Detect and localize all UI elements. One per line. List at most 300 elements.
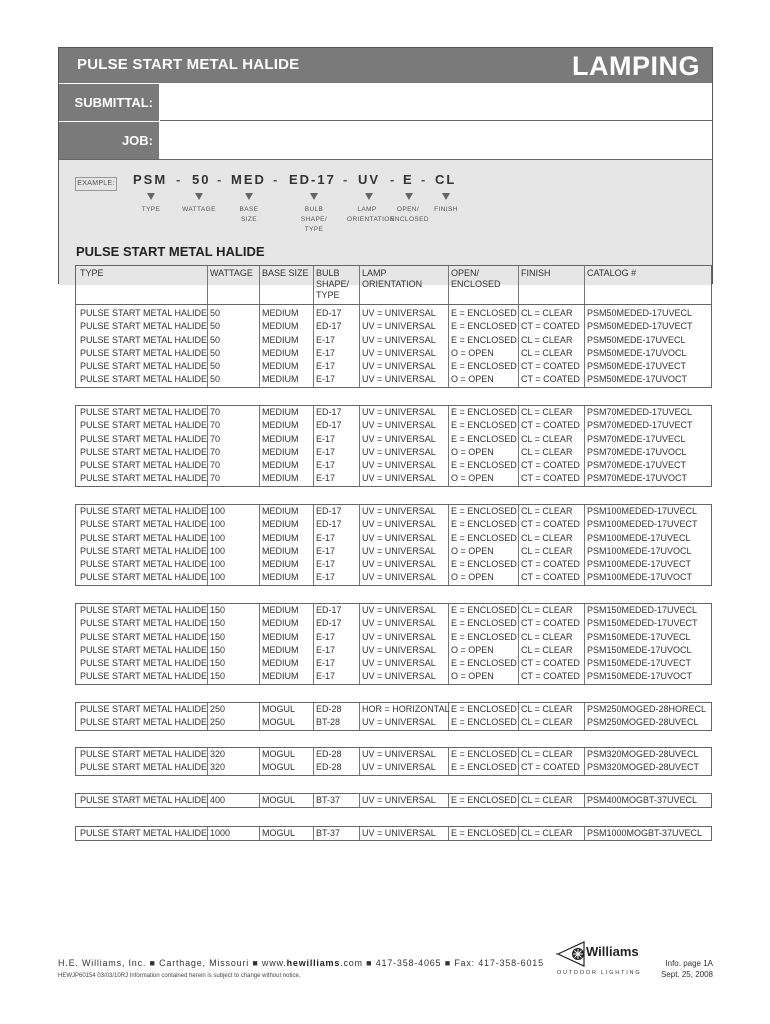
table-cell: O = OPEN xyxy=(451,644,494,655)
example-dash: - xyxy=(176,172,183,187)
lamp-table xyxy=(75,603,712,685)
table-cell: MEDIUM xyxy=(262,407,299,417)
table-cell: 70 xyxy=(210,407,221,417)
table-cell: PSM100MEDE-17UVECT xyxy=(587,559,692,570)
table-cell: E-17 xyxy=(316,334,336,345)
table-cell: MEDIUM xyxy=(262,618,299,629)
separator: ■ xyxy=(149,958,156,968)
arrow-down-icon xyxy=(195,193,203,200)
caption-wattage: WATTAGE xyxy=(182,206,216,213)
table-row xyxy=(76,320,711,333)
table-cell: MEDIUM xyxy=(262,605,299,615)
table-cell: PSM50MEDE-17UVECT xyxy=(587,361,687,372)
table-cell: UV = UNIVERSAL xyxy=(362,321,436,332)
table-cell: ED-28 xyxy=(316,704,342,714)
table-cell: 50 xyxy=(210,347,221,358)
table-cell: PSM150MEDED-17UVECL xyxy=(587,605,698,615)
lamp-table xyxy=(75,826,712,841)
submittal-field[interactable] xyxy=(160,84,712,121)
example-part-enclosed: E xyxy=(403,172,414,187)
fax: Fax: 417-358-6015 xyxy=(454,958,544,968)
table-cell: E = ENCLOSED xyxy=(451,407,517,417)
table-cell: CL = CLEAR xyxy=(521,506,573,516)
table-cell: PULSE START METAL HALIDE xyxy=(80,631,208,642)
table-cell: PULSE START METAL HALIDE xyxy=(80,717,208,728)
table-cell: MEDIUM xyxy=(262,506,299,516)
table-cell: MEDIUM xyxy=(262,519,299,530)
table-cell: UV = UNIVERSAL xyxy=(362,347,436,358)
table-cell: PSM50MEDE-17UVOCT xyxy=(587,374,688,385)
column-header: BULB SHAPE/ TYPE xyxy=(316,268,350,300)
table-row xyxy=(76,518,711,531)
table-cell: E = ENCLOSED xyxy=(451,308,517,318)
title-bar xyxy=(59,48,712,83)
table-cell: ED-17 xyxy=(316,407,342,417)
page-info xyxy=(661,958,713,980)
table-row xyxy=(76,532,711,545)
table-cell: CL = CLEAR xyxy=(521,407,573,417)
table-cell: 150 xyxy=(210,631,226,642)
table-cell: PULSE START METAL HALIDE xyxy=(80,361,208,372)
table-cell: UV = UNIVERSAL xyxy=(362,446,436,457)
table-row xyxy=(76,406,711,419)
table-cell: PULSE START METAL HALIDE xyxy=(80,308,208,318)
table-cell: CL = CLEAR xyxy=(521,446,573,457)
table-cell: MEDIUM xyxy=(262,446,299,457)
table-cell: PULSE START METAL HALIDE xyxy=(80,572,208,583)
table-row xyxy=(76,657,711,670)
table-cell: PSM70MEDE-17UVECL xyxy=(587,433,686,444)
table-cell: E = ENCLOSED xyxy=(451,704,517,714)
table-cell: UV = UNIVERSAL xyxy=(362,308,436,318)
table-cell: E = ENCLOSED xyxy=(451,631,517,642)
table-cell: O = OPEN xyxy=(451,374,494,385)
lamp-table xyxy=(75,793,712,808)
table-cell: UV = UNIVERSAL xyxy=(362,420,436,431)
separator: ■ xyxy=(252,958,259,968)
table-cell: 70 xyxy=(210,460,221,471)
table-cell: PSM1000MOGBT-37UVECL xyxy=(587,828,703,838)
table-cell: CL = CLEAR xyxy=(521,532,573,543)
table-cell: PSM50MEDED-17UVECL xyxy=(587,308,693,318)
table-cell: O = OPEN xyxy=(451,473,494,484)
table-cell: CL = CLEAR xyxy=(521,545,573,556)
table-cell: 150 xyxy=(210,671,226,682)
table-cell: E = ENCLOSED xyxy=(451,795,517,805)
table-cell: BT-37 xyxy=(316,828,341,838)
section-title: LAMPING xyxy=(572,51,700,81)
table-cell: BT-28 xyxy=(316,717,341,728)
table-cell: UV = UNIVERSAL xyxy=(362,361,436,372)
table-cell: E-17 xyxy=(316,473,336,484)
table-cell: 100 xyxy=(210,506,226,516)
table-row xyxy=(76,631,711,644)
table-cell: E-17 xyxy=(316,671,336,682)
table-cell: MEDIUM xyxy=(262,308,299,318)
arrow-down-icon xyxy=(365,193,373,200)
table-cell: CL = CLEAR xyxy=(521,347,573,358)
table-cell: MEDIUM xyxy=(262,572,299,583)
column-header: LAMP ORIENTATION xyxy=(362,268,423,289)
table-cell: PSM100MEDED-17UVECT xyxy=(587,519,698,530)
table-cell: MEDIUM xyxy=(262,631,299,642)
table-cell: PULSE START METAL HALIDE xyxy=(80,671,208,682)
column-header: BASE SIZE xyxy=(262,268,309,278)
table-cell: 50 xyxy=(210,334,221,345)
table-cell: E = ENCLOSED xyxy=(451,361,517,372)
caption-open-enclosed: OPEN/ ENCLOSED xyxy=(390,206,429,223)
table-cell: CT = COATED xyxy=(521,460,580,471)
table-cell: PULSE START METAL HALIDE xyxy=(80,704,208,714)
table-row xyxy=(76,604,711,617)
table-cell: 70 xyxy=(210,473,221,484)
lamp-table xyxy=(75,405,712,487)
table-cell: CL = CLEAR xyxy=(521,828,573,838)
table-cell: UV = UNIVERSAL xyxy=(362,572,436,583)
table-cell: PULSE START METAL HALIDE xyxy=(80,374,208,385)
table-cell: 150 xyxy=(210,605,226,615)
table-cell: E = ENCLOSED xyxy=(451,506,517,516)
table-row xyxy=(76,617,711,630)
table-cell: UV = UNIVERSAL xyxy=(362,717,436,728)
table-cell: E = ENCLOSED xyxy=(451,658,517,669)
table-row xyxy=(76,716,711,729)
table-cell: PSM50MEDE-17UVECL xyxy=(587,334,686,345)
table-cell: CL = CLEAR xyxy=(521,605,573,615)
table-cell: 50 xyxy=(210,361,221,372)
table-row xyxy=(76,827,711,840)
table-cell: MEDIUM xyxy=(262,532,299,543)
table-cell: PULSE START METAL HALIDE xyxy=(80,446,208,457)
table-cell: MEDIUM xyxy=(262,347,299,358)
table-cell: CT = COATED xyxy=(521,321,580,332)
table-cell: CL = CLEAR xyxy=(521,433,573,444)
table-cell: PULSE START METAL HALIDE xyxy=(80,532,208,543)
column-header: FINISH xyxy=(521,268,551,278)
company-name: H.E. Williams, Inc. xyxy=(58,958,147,968)
table-cell: PULSE START METAL HALIDE xyxy=(80,473,208,484)
table-cell: CL = CLEAR xyxy=(521,749,573,759)
separator: ■ xyxy=(444,958,451,968)
table-cell: E-17 xyxy=(316,545,336,556)
table-row xyxy=(76,794,711,807)
table-cell: E = ENCLOSED xyxy=(451,420,517,431)
table-cell: ED-28 xyxy=(316,762,342,773)
table-row xyxy=(76,571,711,584)
table-cell: MOGUL xyxy=(262,795,296,805)
table-cell: UV = UNIVERSAL xyxy=(362,506,436,516)
table-cell: CL = CLEAR xyxy=(521,644,573,655)
logo-tagline: OUTDOOR LIGHTING xyxy=(557,970,642,976)
table-row xyxy=(76,545,711,558)
table-cell: 50 xyxy=(210,321,221,332)
doc-title: PULSE START METAL HALIDE xyxy=(77,56,300,73)
table-title: PULSE START METAL HALIDE xyxy=(76,244,265,259)
table-row xyxy=(76,558,711,571)
table-cell: UV = UNIVERSAL xyxy=(362,374,436,385)
table-cell: PULSE START METAL HALIDE xyxy=(80,519,208,530)
example-part-type: PSM xyxy=(133,172,168,187)
caption-finish: FINISH xyxy=(434,206,458,213)
table-cell: E-17 xyxy=(316,460,336,471)
table-cell: UV = UNIVERSAL xyxy=(362,334,436,345)
example-dash: - xyxy=(343,172,350,187)
table-cell: O = OPEN xyxy=(451,347,494,358)
table-row xyxy=(76,307,711,320)
column-header: CATALOG # xyxy=(587,268,637,278)
table-cell: CL = CLEAR xyxy=(521,334,573,345)
table-cell: ED-17 xyxy=(316,308,342,318)
table-cell: PULSE START METAL HALIDE xyxy=(80,545,208,556)
table-cell: O = OPEN xyxy=(451,671,494,682)
table-cell: O = OPEN xyxy=(451,572,494,583)
table-cell: CT = COATED xyxy=(521,420,580,431)
table-cell: MEDIUM xyxy=(262,374,299,385)
table-cell: 70 xyxy=(210,420,221,431)
table-cell: MEDIUM xyxy=(262,433,299,444)
table-cell: E = ENCLOSED xyxy=(451,828,517,838)
table-cell: 100 xyxy=(210,572,226,583)
arrow-down-icon xyxy=(245,193,253,200)
arrow-down-icon xyxy=(442,193,450,200)
table-cell: 70 xyxy=(210,446,221,457)
table-cell: PULSE START METAL HALIDE xyxy=(80,605,208,615)
table-cell: 1000 xyxy=(210,828,231,838)
lamp-table xyxy=(75,747,712,776)
table-cell: UV = UNIVERSAL xyxy=(362,473,436,484)
arrow-down-icon xyxy=(405,193,413,200)
table-cell: UV = UNIVERSAL xyxy=(362,460,436,471)
table-cell: PSM100MEDE-17UVECL xyxy=(587,532,691,543)
table-cell: 320 xyxy=(210,762,226,773)
table-cell: PSM100MEDE-17UVOCT xyxy=(587,572,693,583)
footer-contact xyxy=(58,958,544,968)
table-cell: CL = CLEAR xyxy=(521,631,573,642)
table-cell: UV = UNIVERSAL xyxy=(362,433,436,444)
table-cell: MEDIUM xyxy=(262,361,299,372)
table-cell: MEDIUM xyxy=(262,460,299,471)
table-cell: PSM70MEDED-17UVECL xyxy=(587,407,693,417)
table-row xyxy=(76,446,711,459)
table-cell: PULSE START METAL HALIDE xyxy=(80,506,208,516)
table-cell: 250 xyxy=(210,717,226,728)
table-cell: PULSE START METAL HALIDE xyxy=(80,347,208,358)
table-cell: 250 xyxy=(210,704,226,714)
table-cell: PSM320MOGED-28UVECT xyxy=(587,762,700,773)
job-field[interactable] xyxy=(160,122,712,159)
table-cell: ED-17 xyxy=(316,618,342,629)
table-cell: ED-17 xyxy=(316,321,342,332)
table-cell: MEDIUM xyxy=(262,545,299,556)
example-dash: - xyxy=(390,172,397,187)
table-cell: PULSE START METAL HALIDE xyxy=(80,749,208,759)
table-row xyxy=(76,360,711,373)
table-cell: MEDIUM xyxy=(262,644,299,655)
table-cell: PSM100MEDE-17UVOCL xyxy=(587,545,692,556)
lamp-table xyxy=(75,702,712,731)
table-cell: CT = COATED xyxy=(521,374,580,385)
table-cell: PSM70MEDED-17UVECT xyxy=(587,420,693,431)
table-cell: MEDIUM xyxy=(262,420,299,431)
table-row xyxy=(76,373,711,386)
table-cell: PULSE START METAL HALIDE xyxy=(80,658,208,669)
table-cell: UV = UNIVERSAL xyxy=(362,795,436,805)
table-cell: 50 xyxy=(210,374,221,385)
table-cell: ED-17 xyxy=(316,605,342,615)
table-cell: UV = UNIVERSAL xyxy=(362,545,436,556)
table-cell: E = ENCLOSED xyxy=(451,717,517,728)
table-cell: UV = UNIVERSAL xyxy=(362,618,436,629)
table-cell: MOGUL xyxy=(262,717,296,728)
table-cell: E-17 xyxy=(316,559,336,570)
table-cell: PULSE START METAL HALIDE xyxy=(80,559,208,570)
info-page: Info. page 1A xyxy=(665,959,713,968)
example-dash: - xyxy=(273,172,280,187)
table-cell: MOGUL xyxy=(262,704,296,714)
example-dash: - xyxy=(217,172,224,187)
table-cell: PSM70MEDE-17UVOCL xyxy=(587,446,687,457)
table-cell: E = ENCLOSED xyxy=(451,433,517,444)
table-cell: CT = COATED xyxy=(521,519,580,530)
table-cell: E-17 xyxy=(316,631,336,642)
table-cell: HOR = HORIZONTAL xyxy=(362,704,450,714)
table-cell: MOGUL xyxy=(262,762,296,773)
table-cell: 100 xyxy=(210,519,226,530)
table-cell: E-17 xyxy=(316,658,336,669)
table-cell: PULSE START METAL HALIDE xyxy=(80,795,208,805)
example-part-orientation: UV xyxy=(358,172,381,187)
table-cell: 100 xyxy=(210,532,226,543)
table-header-row xyxy=(76,266,711,305)
table-cell: 150 xyxy=(210,658,226,669)
table-cell: CT = COATED xyxy=(521,658,580,669)
table-cell: E-17 xyxy=(316,374,336,385)
table-cell: E-17 xyxy=(316,446,336,457)
table-cell: MEDIUM xyxy=(262,473,299,484)
table-cell: PSM150MEDE-17UVOCT xyxy=(587,671,693,682)
table-cell: 100 xyxy=(210,559,226,570)
table-row xyxy=(76,670,711,683)
table-cell: E = ENCLOSED xyxy=(451,532,517,543)
table-cell: CT = COATED xyxy=(521,671,580,682)
table-cell: CT = COATED xyxy=(521,473,580,484)
table-cell: E = ENCLOSED xyxy=(451,460,517,471)
table-cell: PULSE START METAL HALIDE xyxy=(80,828,208,838)
table-cell: PULSE START METAL HALIDE xyxy=(80,762,208,773)
example-tag: EXAMPLE: xyxy=(75,177,117,191)
table-cell: MEDIUM xyxy=(262,334,299,345)
table-cell: UV = UNIVERSAL xyxy=(362,828,436,838)
table-cell: UV = UNIVERSAL xyxy=(362,532,436,543)
example-part-bulb: ED-17 xyxy=(289,172,336,187)
table-cell: MEDIUM xyxy=(262,559,299,570)
table-cell: PSM150MEDE-17UVECT xyxy=(587,658,692,669)
caption-type: TYPE xyxy=(141,206,161,213)
table-cell: CT = COATED xyxy=(521,559,580,570)
table-cell: 70 xyxy=(210,433,221,444)
table-cell: UV = UNIVERSAL xyxy=(362,658,436,669)
table-cell: O = OPEN xyxy=(451,446,494,457)
submittal-label: SUBMITTAL: xyxy=(59,84,159,121)
table-cell: PSM70MEDE-17UVOCT xyxy=(587,473,688,484)
table-cell: PULSE START METAL HALIDE xyxy=(80,407,208,417)
example-part-finish: CL xyxy=(435,172,457,187)
table-cell: CL = CLEAR xyxy=(521,717,573,728)
table-cell: PULSE START METAL HALIDE xyxy=(80,433,208,444)
table-cell: UV = UNIVERSAL xyxy=(362,644,436,655)
table-cell: E = ENCLOSED xyxy=(451,762,517,773)
phone: 417-358-4065 xyxy=(375,958,442,968)
table-row xyxy=(76,459,711,472)
table-cell: PSM400MOGBT-37UVECL xyxy=(587,795,698,805)
table-cell: E-17 xyxy=(316,644,336,655)
table-cell: UV = UNIVERSAL xyxy=(362,671,436,682)
table-cell: MEDIUM xyxy=(262,671,299,682)
column-header: TYPE xyxy=(80,268,104,278)
example-part-base: MED xyxy=(231,172,266,187)
table-cell: ED-17 xyxy=(316,519,342,530)
example-part-wattage: 50 xyxy=(192,172,211,187)
table-cell: PSM250MOGED-28UVECL xyxy=(587,717,699,728)
job-label: JOB: xyxy=(59,122,159,159)
doc-code-note: HEWJP60154 03/03/10RJ Information contained herein is subject to change without notice. xyxy=(58,973,301,979)
table-cell: E = ENCLOSED xyxy=(451,519,517,530)
table-row xyxy=(76,419,711,432)
table-cell: PSM150MEDED-17UVECT xyxy=(587,618,698,629)
table-cell: 320 xyxy=(210,749,226,759)
table-row xyxy=(76,761,711,774)
table-row xyxy=(76,748,711,761)
table-cell: UV = UNIVERSAL xyxy=(362,631,436,642)
caption-bulb-shape: BULB SHAPE/ TYPE xyxy=(300,206,328,233)
table-cell: CL = CLEAR xyxy=(521,704,573,714)
caption-base-size: BASE SIZE xyxy=(239,206,259,223)
company-city: Carthage, Missouri xyxy=(159,958,250,968)
table-cell: PSM50MEDE-17UVOCL xyxy=(587,347,687,358)
table-cell: ED-17 xyxy=(316,506,342,516)
table-cell: PULSE START METAL HALIDE xyxy=(80,420,208,431)
separator: ■ xyxy=(366,958,373,968)
table-cell: MOGUL xyxy=(262,828,296,838)
table-cell: UV = UNIVERSAL xyxy=(362,519,436,530)
table-row xyxy=(76,472,711,485)
lamp-table xyxy=(75,265,712,388)
table-cell: PSM150MEDE-17UVECL xyxy=(587,631,691,642)
table-cell: CL = CLEAR xyxy=(521,308,573,318)
table-cell: CL = CLEAR xyxy=(521,795,573,805)
table-cell: E-17 xyxy=(316,347,336,358)
arrow-down-icon xyxy=(147,193,155,200)
table-row xyxy=(76,347,711,360)
table-cell: 150 xyxy=(210,618,226,629)
table-cell: CT = COATED xyxy=(521,361,580,372)
website-link[interactable]: www.hewilliams.com xyxy=(261,958,363,968)
table-cell: E-17 xyxy=(316,532,336,543)
table-cell: 400 xyxy=(210,795,226,805)
table-cell: PULSE START METAL HALIDE xyxy=(80,321,208,332)
table-row xyxy=(76,505,711,518)
lamp-table xyxy=(75,504,712,586)
table-cell: PSM320MOGED-28UVECL xyxy=(587,749,699,759)
table-cell: CT = COATED xyxy=(521,572,580,583)
table-cell: UV = UNIVERSAL xyxy=(362,762,436,773)
table-cell: MEDIUM xyxy=(262,321,299,332)
table-cell: E = ENCLOSED xyxy=(451,749,517,759)
table-cell: PSM50MEDED-17UVECT xyxy=(587,321,693,332)
table-cell: UV = UNIVERSAL xyxy=(362,559,436,570)
table-cell: E-17 xyxy=(316,433,336,444)
table-cell: CT = COATED xyxy=(521,762,580,773)
